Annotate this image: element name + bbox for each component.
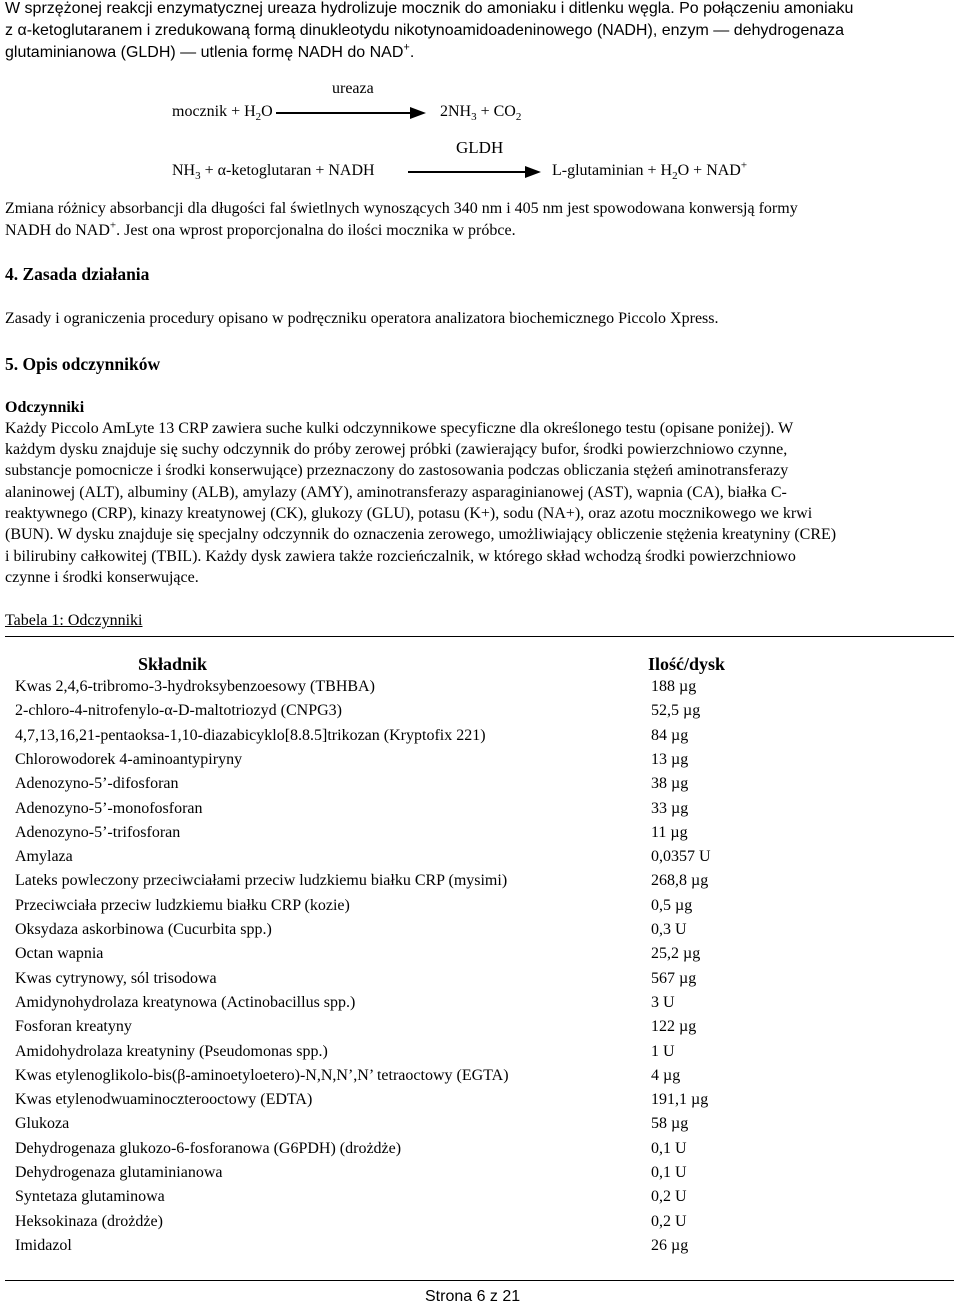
component-cell: Adenozyno-5’-monofosforan: [15, 800, 203, 817]
amount-cell: 3 U: [651, 994, 675, 1011]
amount-cell: 567 µg: [651, 970, 697, 987]
section5-line: każdym dysku znajduje się suchy odczynnik do próby zerowej próbki (zawierający bufor, środki powierzchniowo czynne,: [5, 441, 788, 458]
table-header-component: Składnik: [138, 654, 208, 674]
section5-line: reaktywnego (CRP), kinazy kreatynowej (CK), glukozy (GLU), potasu (K+), sodu (NA+), oraz azotu mocznikowego we krwi: [5, 505, 813, 522]
section5-line: Każdy Piccolo AmLyte 13 CRP zawiera suche kulki odczynnikowe specyficzne dla określonego testu (opisane poniżej). W: [5, 420, 794, 437]
amount-cell: 11 µg: [651, 824, 688, 841]
component-cell: Amidynohydrolaza kreatynowa (Actinobacillus spp.): [15, 994, 356, 1011]
intro-line-2: z α-ketoglutaranem i zredukowaną formą dinukleotydu nikotynoamidoadeninowego (NADH), enzym — dehydrogenaza: [5, 22, 845, 39]
amount-cell: 0,2 U: [651, 1188, 687, 1205]
component-cell: Dehydrogenaza glukozo-6-fosforanowa (G6PDH) (drożdże): [15, 1140, 402, 1157]
component-cell: 4,7,13,16,21-pentaoksa-1,10-diazabicyklo[8.8.5]trikozan (Kryptofix 221): [15, 727, 486, 744]
absorbance-line-1: Zmiana różnicy absorbancji dla długości fal świetlnych wynoszących 340 nm i 405 nm jest spowodowana konwersją formy: [5, 200, 798, 217]
reaction2-arrowhead: [525, 166, 541, 178]
component-cell: Syntetaza glutaminowa: [15, 1188, 165, 1205]
component-cell: Kwas 2,4,6-tribromo-3-hydroksybenzoesowy (TBHBA): [15, 678, 375, 695]
reaction2-enzyme: GLDH: [456, 138, 504, 157]
reaction2-right: L-glutaminian + $H_2O + NAD^+$: [552, 159, 748, 183]
component-cell: Amylaza: [15, 848, 73, 865]
component-cell: Kwas etylenodwuaminoczterooctowy (EDTA): [15, 1091, 313, 1108]
component-cell: Heksokinaza (drożdże): [15, 1213, 163, 1230]
component-cell: Glukoza: [15, 1115, 70, 1132]
component-cell: Fosforan kreatyny: [15, 1018, 132, 1035]
table-top-rule: [5, 636, 954, 637]
component-cell: Adenozyno-5’-difosforan: [15, 775, 179, 792]
table-title: Tabela 1: Odczynniki: [5, 612, 143, 629]
amount-cell: 84 µg: [651, 727, 689, 744]
reaction2-arrow: [408, 171, 526, 173]
amount-cell: 122 µg: [651, 1018, 697, 1035]
amount-cell: 188 µg: [651, 678, 697, 695]
component-cell: Imidazol: [15, 1237, 72, 1254]
component-cell: Adenozyno-5’-trifosforan: [15, 824, 181, 841]
component-cell: Amidohydrolaza kreatyniny (Pseudomonas spp.): [15, 1043, 328, 1060]
section4-text: Zasady i ograniczenia procedury opisano w podręczniku operatora analizatora biochemicznego Piccolo Xpress.: [5, 310, 719, 327]
amount-cell: 0,0357 U: [651, 848, 711, 865]
amount-cell: 191,1 µg: [651, 1091, 709, 1108]
section4-heading: 4. Zasada działania: [5, 264, 150, 284]
amount-cell: 268,8 µg: [651, 872, 709, 889]
footer-rule: [5, 1280, 954, 1281]
component-cell: Oksydaza askorbinowa (Cucurbita spp.): [15, 921, 272, 938]
section5-line: i bilirubiny całkowitej (TBIL). Każdy dysk zawiera także rozcieńczalnik, w którego skład wchodzą środki powierzchniowo: [5, 548, 796, 565]
reaction2-left: $NH_3$ + α-ketoglutaran + NADH: [172, 162, 375, 183]
reaction1-enzyme: ureaza: [332, 80, 374, 97]
amount-cell: 52,5 µg: [651, 702, 701, 719]
page-number: Strona 6 z 21: [425, 1288, 521, 1305]
amount-cell: 38 µg: [651, 775, 689, 792]
section5-line: (BUN). W dysku znajduje się specjalny odczynnik do oznaczenia zerowego, umożliwiający obliczenie stężenia kreatyniny (CRE): [5, 526, 837, 543]
section5-line: substancje pomocnicze i środki konserwujące) przeznaczony do zastosowania podczas obliczania stężeń aminotransferazy: [5, 462, 789, 479]
component-cell: Przeciwciała przeciw ludzkiemu białku CRP (kozie): [15, 897, 350, 914]
component-cell: Octan wapnia: [15, 945, 104, 962]
component-cell: Kwas etylenoglikolo-bis(β-aminoetyloetero)-N,N,N’,N’ tetraoctowy (EGTA): [15, 1067, 509, 1084]
amount-cell: 33 µg: [651, 800, 689, 817]
intro-line-1: W sprzężonej reakcji enzymatycznej ureaza hydrolizuje mocznik do amoniaku i ditlenku węgla. Po połączeniu amoniaku: [5, 0, 854, 17]
amount-cell: 0,5 µg: [651, 897, 693, 914]
reaction1-arrow: [276, 112, 411, 114]
table-header-amount: Ilość/dysk: [648, 654, 726, 674]
amount-cell: 25,2 µg: [651, 945, 701, 962]
section5-line: czynne i środki konserwujące.: [5, 569, 199, 586]
section5-heading: 5. Opis odczynników: [5, 354, 161, 374]
amount-cell: 0,2 U: [651, 1213, 687, 1230]
amount-cell: 0,1 U: [651, 1164, 687, 1181]
component-cell: 2-chloro-4-nitrofenylo-α-D-maltotriozyd (CNPG3): [15, 702, 342, 719]
component-cell: Lateks powleczony przeciwciałami przeciw ludzkiemu białku CRP (mysimi): [15, 872, 508, 889]
amount-cell: 13 µg: [651, 751, 689, 768]
amount-cell: 0,1 U: [651, 1140, 687, 1157]
reaction1-right: $2NH_3 + CO_2$: [440, 103, 522, 124]
reaction1-left: mocznik + $H_2O$: [172, 103, 273, 124]
amount-cell: 26 µg: [651, 1237, 689, 1254]
absorbance-line-2: NADH do NAD+. Jest ona wprost proporcjonalna do ilości mocznika w próbce.: [5, 219, 516, 239]
component-cell: Kwas cytrynowy, sól trisodowa: [15, 970, 217, 987]
component-cell: Dehydrogenaza glutaminianowa: [15, 1164, 223, 1181]
intro-line-3: glutaminianowa (GLDH) — utlenia formę NADH do NAD+.: [5, 41, 415, 61]
amount-cell: 1 U: [651, 1043, 675, 1060]
section5-subheading: Odczynniki: [5, 399, 85, 416]
component-cell: Chlorowodorek 4-aminoantypiryny: [15, 751, 243, 768]
reaction1-arrowhead: [410, 107, 426, 119]
amount-cell: 58 µg: [651, 1115, 689, 1132]
amount-cell: 0,3 U: [651, 921, 687, 938]
amount-cell: 4 µg: [651, 1067, 681, 1084]
section5-line: alaninowej (ALT), albuminy (ALB), amylazy (AMY), aminotransferazy asparaginianowej (AST), wapnia (CA), białka C-: [5, 484, 787, 501]
